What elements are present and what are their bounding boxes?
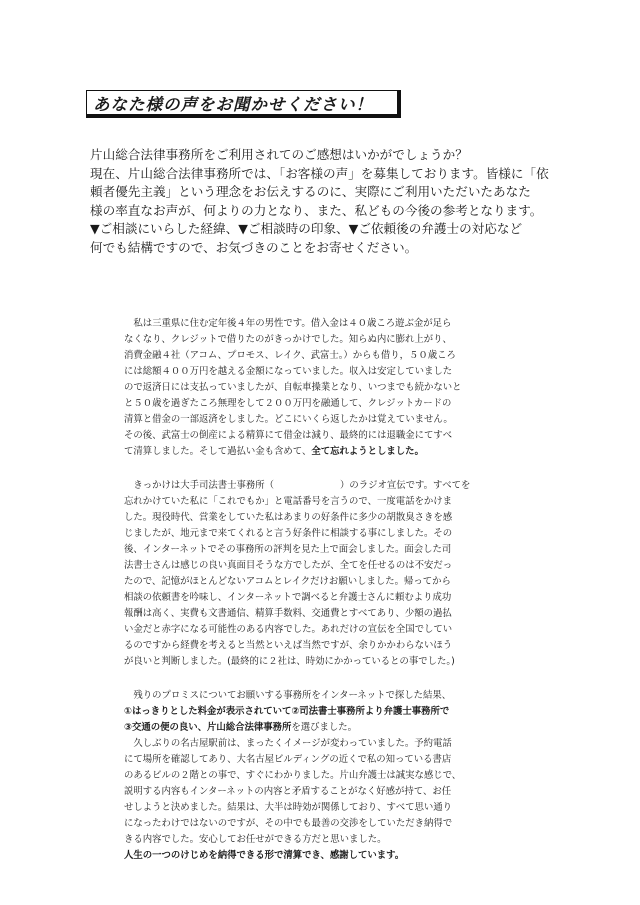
testimonial-line: きる内容でした。安心してお任せができる方だと思いました。 <box>124 834 387 845</box>
plain-text: ）のラジオ宣伝です。すべてを <box>340 480 471 491</box>
plain-text: て清算しました。そして過払い金も含めて、 <box>124 446 312 457</box>
testimonial-line: 法書士さんは感じの良い真面目そうな方でしたが、全てを任せるのは不安だっ <box>124 560 453 571</box>
page-title: あなた様の声をお聞かせください！ <box>93 94 373 114</box>
intro-line: 現在、片山総合法律事務所では、「お客様の声」を募集しております。皆様に「依 <box>90 165 549 181</box>
testimonial-line: い金だと赤字になる可能性のある内容でした。あれだけの宣伝を全国でしてい <box>124 624 453 635</box>
testimonial-line: には総額４００万円を越える金額になっていました。収入は安定していました <box>124 366 453 377</box>
testimonial-line: 後、インターネットでその事務所の評判を見た上で面会しました。面会した司 <box>124 544 452 555</box>
intro-section <box>90 146 550 258</box>
testimonial-line: と５０歳を過ぎたころ無理をして２００万円を融通して、クレジットカードの <box>124 398 452 409</box>
testimonial-line: 消費金融４社（アコム、プロモス、レイク、武富士。）からも借り，５０歳ころ <box>124 350 456 361</box>
testimonial-line: にて場所を確認してあり、大名古屋ビルディングの近くで私の知っている書店 <box>124 754 452 765</box>
emphasis-text: 全て忘れようとしました。 <box>311 446 424 457</box>
testimonial-line <box>124 478 520 494</box>
testimonial-line: 私は三重県に住む定年後４年の男性です。借入金は４０歳ころ遊ぶ金が足ら <box>124 318 452 329</box>
testimonial-line: なくなり、クレジットで借りたのがきっかけでした。知らぬ内に膨れ上がり、 <box>124 334 452 345</box>
intro-line: 頼者優先主義」という理念をお伝えするのに、実際にご利用いただいたあなた <box>90 184 531 200</box>
testimonial-line: 報酬は高く、実費も文書通信、精算手数料、交通費とすべてあり、少額の過払 <box>124 608 452 619</box>
testimonial-line: 残りのプロミスについてお願いする事務所をインターネットで探した結果、 <box>124 690 452 701</box>
testimonial-line: になったわけではないのですが、その中でも最善の交渉をしていただき納得で <box>124 818 453 829</box>
testimonial-line: 清算と借金の一部返済をしました。どこにいくら返したかは覚えていません。 <box>124 414 453 425</box>
testimonial-line: たので、記憶がほとんどないアコムとレイクだけお願いしました。帰ってから <box>124 576 451 587</box>
testimonial-line: るのですから経費を考えると当然といえば当然ですが、余りかかわらないほう <box>124 640 453 651</box>
testimonial-line: した。現役時代、営業をしていた私はあまりの好条件に多少の胡散臭さきを感 <box>124 512 453 523</box>
intro-line: 片山総合法律事務所をご利用されてのご感想はいかがでしょうか？ <box>90 147 468 162</box>
testimonial-line: じましたが、地元まで来てくれると言う好条件に相談する事にしました。その <box>124 528 453 539</box>
testimonial-body <box>124 316 520 864</box>
testimonial-line: ので返済日には支払っていましたが、自転車操業となり、いつまでも続かないと <box>124 382 462 393</box>
testimonial-line: 説明する内容もインターネットの内容と矛盾することがなく好感が持て、お任 <box>124 786 452 797</box>
testimonial-line: その後、武富士の倒産による精算にて借金は減り、最終的には退職金にてすべ <box>124 430 452 441</box>
plain-text: を選びました。 <box>291 722 357 733</box>
testimonial-line: のあるビルの２階との事で、すぐにわかりました。片山弁護士は誠実な感じで、 <box>124 770 462 781</box>
plain-text: きっかけは大手司法書士事務所（ <box>124 480 275 491</box>
testimonial-line: せしようと決めました。結果は、大半は時効が関係しており、すべて思い通り <box>124 802 452 813</box>
testimonial-line <box>124 444 520 460</box>
title-banner <box>86 90 401 118</box>
intro-line: 何でも結構ですので、お気づきのことをお寄せください。 <box>90 239 418 255</box>
testimonial-line: ①はっきりとした料金が表示されていて②司法書士事務所より弁護士事務所で <box>124 706 450 717</box>
intro-line: 様の率直なお声が、何よりの力となり、また、私どもの今後の参考となります。 <box>90 202 543 218</box>
intro-line: ▼ご相談にいらした経緯、▼ご相談時の印象、▼ご依頼後の弁護士の対応など <box>90 221 523 237</box>
emphasis-text: ③交通の便の良い、片山総合法律事務所 <box>124 722 292 733</box>
closing-line: 人生の一つのけじめを納得できる形で清算でき、感謝しています。 <box>124 850 405 861</box>
testimonial-line: 忘れかけていた私に「これでもか」と電話番号を言うので、一度電話をかけま <box>124 496 452 507</box>
testimonial-line: が良いと判断しました。(最終的に２社は、時効にかかっているとの事でした。) <box>124 656 455 667</box>
testimonial-line: 相談の依頼書を吟味し、インターネットで調べると弁護士さんに頼むより成功 <box>124 592 452 603</box>
testimonial-line: 久しぶりの名古屋駅前は、まったくイメージが変わっていました。予約電話 <box>124 738 452 749</box>
testimonial-line <box>124 720 520 736</box>
